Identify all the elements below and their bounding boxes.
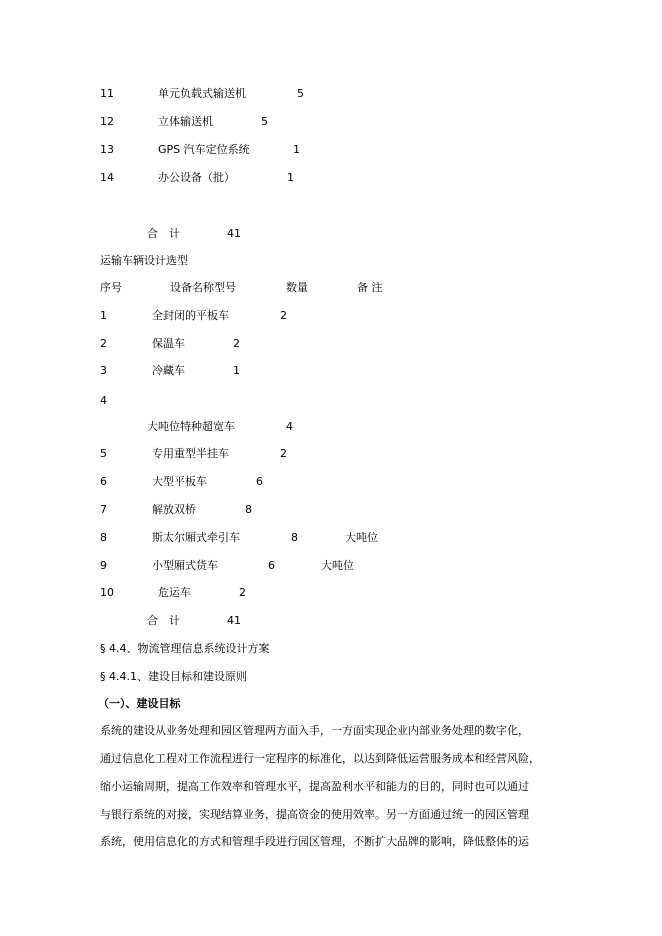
vehicle-row-2-no: 2 bbox=[100, 337, 107, 350]
vehicle-section-title: 运输车辆设计选型 bbox=[100, 254, 188, 267]
equipment-row-11-no: 11 bbox=[100, 87, 114, 100]
vehicle-row-5-no: 5 bbox=[100, 447, 107, 460]
equipment-total-qty: 41 bbox=[227, 227, 241, 240]
vehicle-row-10-qty: 2 bbox=[239, 586, 246, 599]
vehicle-row-2-qty: 2 bbox=[233, 337, 240, 350]
vehicle-row-10-no: 10 bbox=[100, 586, 114, 599]
vehicle-header-remark: 备 注 bbox=[357, 281, 383, 294]
section-heading-4-4-1: § 4.4.1、建设目标和建设原则 bbox=[100, 670, 247, 683]
vehicle-row-7-name: 解放双桥 bbox=[152, 503, 196, 516]
vehicle-row-3-no: 3 bbox=[100, 364, 107, 377]
body-line-2: 通过信息化工程对工作流程进行一定程序的标准化，以达到降低运营服务成本和经营风险， bbox=[100, 752, 540, 765]
vehicle-row-9-name: 小型厢式货车 bbox=[152, 559, 218, 572]
vehicle-row-5-qty: 2 bbox=[280, 447, 287, 460]
equipment-row-11-qty: 5 bbox=[297, 87, 304, 100]
body-line-1: 系统的建设从业务处理和园区管理两方面入手，一方面实现企业内部业务处理的数字化， bbox=[100, 724, 529, 737]
body-line-3: 缩小运输周期，提高工作效率和管理水平，提高盈利水平和能力的目的，同时也可以通过 bbox=[100, 780, 529, 793]
vehicle-row-8-remark: 大吨位 bbox=[345, 531, 378, 544]
vehicle-row-10-name: 危运车 bbox=[158, 586, 191, 599]
vehicle-row-6-name: 大型平板车 bbox=[152, 475, 207, 488]
vehicle-row-9-no: 9 bbox=[100, 559, 107, 572]
body-line-4: 与银行系统的对接，实现结算业务，提高资金的使用效率。另一方面通过统一的园区管理 bbox=[100, 808, 529, 821]
vehicle-row-1-no: 1 bbox=[100, 309, 107, 322]
equipment-row-12-qty: 5 bbox=[261, 115, 268, 128]
equipment-row-12-no: 12 bbox=[100, 115, 114, 128]
vehicle-row-3-name: 冷藏车 bbox=[152, 364, 185, 377]
vehicle-row-9-qty: 6 bbox=[268, 559, 275, 572]
vehicle-header-no: 序号 bbox=[100, 281, 122, 294]
vehicle-row-4-no: 4 bbox=[100, 394, 107, 407]
equipment-row-14-no: 14 bbox=[100, 171, 114, 184]
vehicle-row-3-qty: 1 bbox=[233, 364, 240, 377]
vehicle-row-1-qty: 2 bbox=[280, 309, 287, 322]
vehicle-total-qty: 41 bbox=[227, 614, 241, 627]
vehicle-row-6-no: 6 bbox=[100, 475, 107, 488]
vehicle-header-name: 设备名称型号 bbox=[170, 281, 236, 294]
vehicle-row-4-name: 大吨位特种超宽车 bbox=[147, 420, 235, 433]
vehicle-row-8-qty: 8 bbox=[291, 531, 298, 544]
equipment-row-13-name: GPS 汽车定位系统 bbox=[158, 143, 250, 156]
vehicle-row-6-qty: 6 bbox=[256, 475, 263, 488]
vehicle-row-1-name: 全封闭的平板车 bbox=[152, 309, 229, 322]
vehicle-row-2-name: 保温车 bbox=[152, 337, 185, 350]
vehicle-row-4-qty: 4 bbox=[286, 420, 293, 433]
vehicle-header-qty: 数量 bbox=[286, 281, 308, 294]
vehicle-row-8-name: 斯太尔厢式牵引车 bbox=[152, 531, 240, 544]
section-heading-4-4: § 4.4、物流管理信息系统设计方案 bbox=[100, 642, 270, 655]
equipment-row-13-qty: 1 bbox=[293, 143, 300, 156]
equipment-row-13-no: 13 bbox=[100, 143, 114, 156]
body-line-5: 系统，使用信息化的方式和管理手段进行园区管理，不断扩大品牌的影响，降低整体的运 bbox=[100, 835, 529, 848]
vehicle-total-label: 合 计 bbox=[147, 614, 180, 627]
vehicle-row-9-remark: 大吨位 bbox=[321, 559, 354, 572]
vehicle-row-7-qty: 8 bbox=[245, 503, 252, 516]
vehicle-row-7-no: 7 bbox=[100, 503, 107, 516]
vehicle-row-8-no: 8 bbox=[100, 531, 107, 544]
equipment-row-14-name: 办公设备（批） bbox=[158, 171, 235, 184]
equipment-row-14-qty: 1 bbox=[287, 171, 294, 184]
equipment-row-12-name: 立体输送机 bbox=[158, 115, 213, 128]
equipment-total-label: 合 计 bbox=[147, 227, 180, 240]
equipment-row-11-name: 单元负载式输送机 bbox=[158, 87, 246, 100]
subsection-heading-goals: （一）、建设目标 bbox=[98, 697, 181, 710]
vehicle-row-5-name: 专用重型半挂车 bbox=[152, 447, 229, 460]
